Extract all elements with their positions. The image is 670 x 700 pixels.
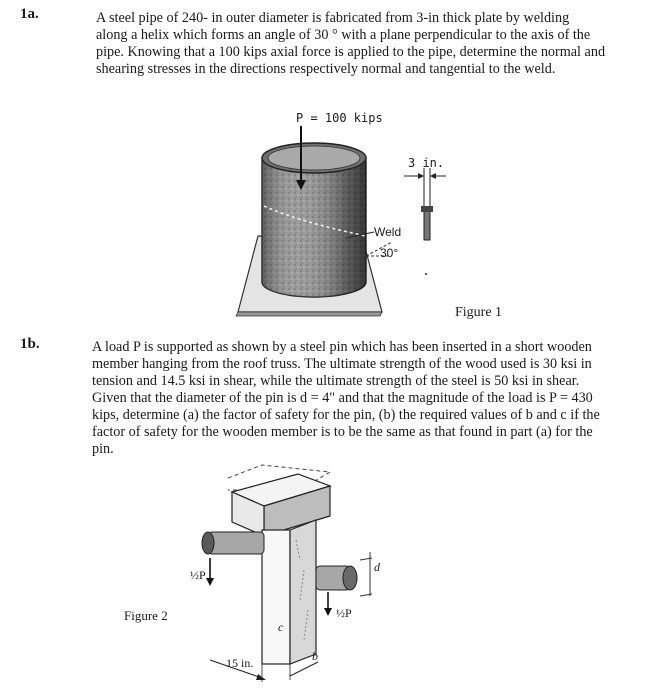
bottom-dimension-label: 15 in. (226, 656, 254, 670)
q1b-line-2: member hanging from the roof truss. The ultimate strength of the wood used is 30 ksi in (92, 356, 592, 372)
right-load-label: ½P (336, 606, 352, 620)
question-1b-number: 1b. (20, 336, 40, 352)
weld-label: Weld (374, 225, 402, 239)
figure-2-caption: Figure 2 (124, 608, 168, 623)
pin-diameter-label: d (374, 560, 380, 574)
q1b-line-1: A load P is supported as shown by a steel pin which has been inserted in a short wooden (92, 339, 592, 355)
q1b-line-5: kips, determine (a) the factor of safety for the pin, (b) the required values of b and c if the (92, 407, 600, 423)
q1b-line-3: tension and 14.5 ksi in shear, while the ultimate strength of the steel is 50 ksi in shear. (92, 373, 580, 389)
load-label: P = 100 kips (296, 111, 383, 125)
q1a-line-2: along a helix which forms an angle of 30 ° with a plane perpendicular to the axis of the (96, 27, 591, 43)
q1a-line-1: A steel pipe of 240- in outer diameter is fabricated from 3-in thick plate by welding (96, 10, 570, 26)
wooden-member-front (262, 530, 290, 664)
q1a-line-4: shearing stresses in the directions respectively normal and tangential to the weld. (96, 61, 556, 77)
q1b-line-7: pin. (92, 441, 114, 457)
figure-1-caption: Figure 1 (455, 305, 503, 320)
q1a-line-3: pipe. Knowing that a 100 kips axial force is applied to the pipe, determine the normal and (96, 44, 606, 60)
c-dimension-label: c (278, 620, 284, 634)
angle-label: 30° (380, 246, 399, 260)
question-1a-number: 1a. (20, 6, 39, 22)
q1b-line-4: Given that the diameter of the pin is d = 4" and that the magnitude of the load is P = 430 (92, 390, 593, 406)
b-dimension-label: b (312, 649, 318, 663)
thickness-label: 3 in. (408, 156, 445, 170)
q1b-line-6: factor of safety for the wooden member is to be the same as that found in part (a) for the (92, 424, 593, 440)
left-load-label: ½P (190, 568, 206, 582)
wooden-member-side (290, 520, 316, 664)
steel-pin-left (208, 532, 264, 554)
